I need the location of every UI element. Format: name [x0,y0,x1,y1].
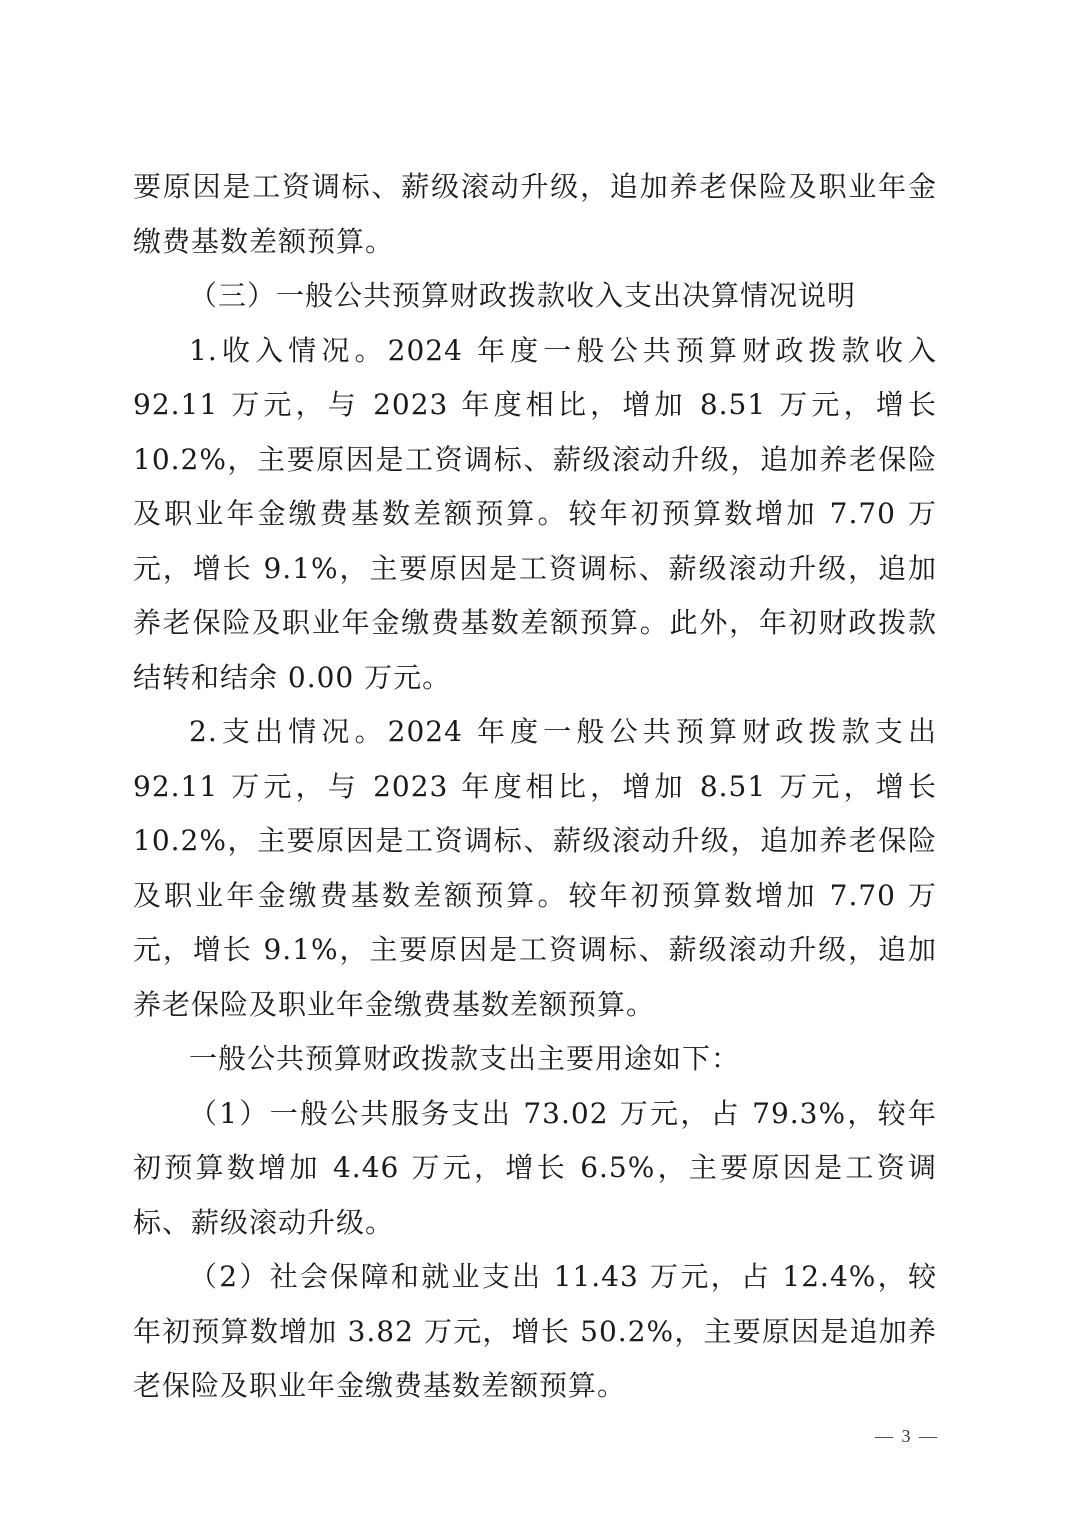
page-number: — 3 — [875,1426,939,1446]
section-heading: （三）一般公共预算财政拨款收入支出决算情况说明 [189,279,857,312]
paragraph-item-2: （2）社会保障和就业支出 11.43 万元，占 12.4%，较年初预算数增加 3.82 万元，增长 50.2%，主要原因是追加养老保险及职业年金缴费基数差额预算。 [133,1260,937,1402]
paragraph-continuation: 要原因是工资调标、薪级滚动升级，追加养老保险及职业年金缴费基数差额预算。 [133,170,937,258]
paragraph-usage-intro: 一般公共预算财政拨款支出主要用途如下： [189,1042,741,1075]
paragraph-item-1: （1）一般公共服务支出 73.02 万元，占 79.3%，较年初预算数增加 4.46 万元，增长 6.5%，主要原因是工资调标、薪级滚动升级。 [133,1096,937,1239]
paragraph-income: 1.收入情况。2024 年度一般公共预算财政拨款收入 92.11 万元，与 2023 年度相比，增加 8.51 万元，增长 10.2%，主要原因是工资调标、薪级滚动升级，追加养老保险及职业年金缴费基数差额预算。较年初预算数增加 7.70 万元，增长 9.1%，主要原因是工资调标、薪级滚动升级，追加养老保险及职业年金缴费基数差额预算。此外，年初财政拨款结转和结余 0.00 万元。 [133,333,937,694]
paragraph-expenditure: 2.支出情况。2024 年度一般公共预算财政拨款支出 92.11 万元，与 2023 年度相比，增加 8.51 万元，增长 10.2%，主要原因是工资调标、薪级滚动升级，追加养老保险及职业年金缴费基数差额预算。较年初预算数增加 7.70 万元，增长 9.1%，主要原因是工资调标、薪级滚动升级，追加养老保险及职业年金缴费基数差额预算。 [133,715,937,1021]
body-text [133,160,937,1414]
